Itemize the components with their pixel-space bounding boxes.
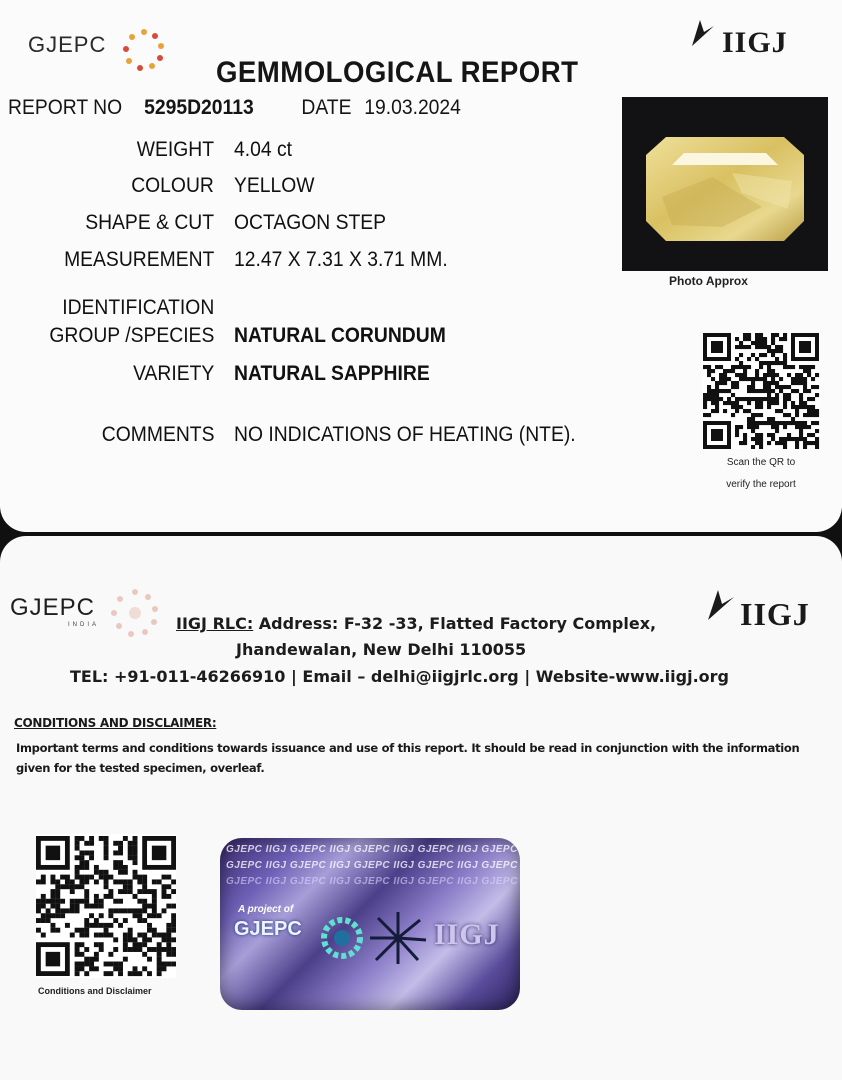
shape-cut-label: SHAPE & CUT (85, 211, 214, 234)
comments-value: NO INDICATIONS OF HEATING (NTE). (234, 423, 576, 446)
group-species-label: GROUP /SPECIES (49, 324, 214, 347)
hologram-gjepc-text: GJEPC (234, 918, 302, 940)
report-front-card (0, 0, 842, 532)
measurement-label: MEASUREMENT (63, 248, 214, 271)
hologram-gear-icon (318, 914, 366, 962)
gjepc-back-logo (10, 594, 99, 628)
qr-pattern (702, 333, 820, 449)
conditions-qr-code[interactable] (36, 834, 176, 978)
address-line2: Jhandewalan, New Delhi 110055 (236, 640, 527, 659)
gjepc-logo-text: GJEPC (28, 32, 107, 57)
shape-cut-value: OCTAGON STEP (234, 211, 387, 234)
qr-verify-caption (700, 452, 822, 496)
iigj-back-flame-icon (706, 588, 736, 622)
iigj-logo-text: IIGJ (722, 26, 788, 59)
gjepc-sun-icon (120, 26, 168, 74)
hologram-iigj-text: IIGJ (434, 918, 500, 951)
measurement-value: 12.47 X 7.31 X 3.71 MM. (234, 248, 448, 271)
address-line1 (176, 614, 656, 633)
conditions-text: Important terms and conditions towards issuance and use of this report. It should be read in conjunction with the information given for the tested specimen, overleaf. (16, 741, 800, 775)
hologram-project-label: A project of (238, 904, 294, 915)
variety-label: VARIETY (132, 362, 214, 385)
colour-label: COLOUR (131, 174, 214, 197)
report-no-label: REPORT NO (8, 96, 123, 119)
gem-photo (622, 97, 828, 271)
hologram-sticker (220, 838, 520, 1010)
report-header-line (8, 96, 461, 120)
qr-caption-line2: verify the report (726, 479, 796, 490)
weight-value: 4.04 ct (234, 138, 293, 161)
hologram-repeat-text-3: GJEPC IIGJ GJEPC IIGJ GJEPC IIGJ GJEPC IIGJ GJEPC (226, 876, 518, 887)
date-value: 19.03.2024 (364, 96, 461, 119)
comments-label: COMMENTS (101, 423, 214, 446)
photo-caption: Photo Approx (669, 274, 748, 288)
conditions-qr-caption: Conditions and Disclaimer (38, 986, 152, 996)
gjepc-back-logo-sub: INDIA (68, 622, 100, 628)
colour-value: YELLOW (234, 174, 315, 197)
iigj-flame-icon (690, 18, 716, 48)
hologram-burst-icon (368, 910, 428, 966)
variety-value: NATURAL SAPPHIRE (234, 362, 430, 385)
gjepc-logo (28, 32, 106, 58)
gemstone-image (622, 97, 828, 271)
qr-caption-line1: Scan the QR to (726, 457, 796, 468)
qr-pattern-back (36, 834, 176, 978)
identification-label: IDENTIFICATION (61, 296, 214, 319)
date-label: DATE (301, 96, 352, 119)
iigj-back-logo-text: IIGJ (740, 596, 810, 632)
group-species-value: NATURAL CORUNDUM (234, 324, 446, 347)
hologram-repeat-text-1: GJEPC IIGJ GJEPC IIGJ GJEPC IIGJ GJEPC IIGJ GJEPC (226, 844, 518, 855)
contact-line: TEL: +91-011-46266910 | Email – delhi@iigjrlc.org | Website-www.iigj.org (70, 667, 729, 686)
gjepc-back-logo-text: GJEPC (10, 594, 96, 621)
report-no-value: 5295D20113 (144, 96, 254, 119)
weight-label: WEIGHT (136, 138, 214, 161)
report-title: GEMMOLOGICAL REPORT (216, 56, 579, 89)
address-label: IIGJ RLC: (176, 614, 254, 633)
address-text: Address: F-32 -33, Flatted Factory Complex, (253, 614, 657, 633)
report-back-card (0, 536, 842, 1080)
verify-qr-code[interactable] (702, 333, 820, 449)
hologram-repeat-text-2: GJEPC IIGJ GJEPC IIGJ GJEPC IIGJ GJEPC IIGJ GJEPC (226, 860, 518, 871)
conditions-title: CONDITIONS AND DISCLAIMER: (14, 716, 217, 730)
gjepc-back-sun-icon (108, 586, 162, 640)
